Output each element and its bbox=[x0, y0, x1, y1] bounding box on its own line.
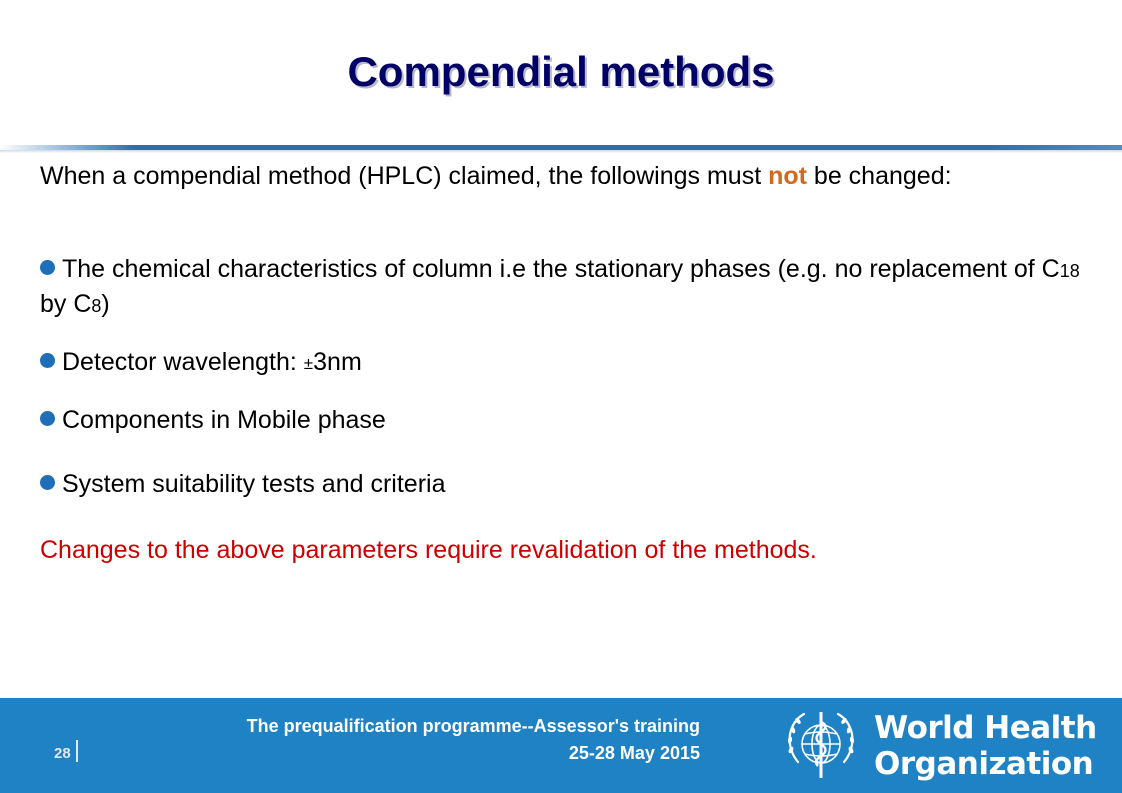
intro-text-before: When a compendial method (HPLC) claimed, the followings must bbox=[40, 162, 769, 190]
bullet-column-chemistry bbox=[40, 253, 1080, 323]
bullet-text: 3nm bbox=[313, 348, 362, 376]
intro-emphasis: not bbox=[768, 162, 807, 190]
bullet-text: Components in Mobile phase bbox=[62, 406, 386, 434]
title-divider-shadow bbox=[0, 150, 1122, 153]
bullet-dot-icon bbox=[40, 260, 55, 275]
bullet-text: Detector wavelength: bbox=[62, 348, 304, 376]
bullet-dot-icon bbox=[40, 411, 55, 426]
bullet-mobile-phase bbox=[40, 404, 1102, 437]
footer-bar bbox=[0, 698, 1122, 793]
plus-minus-symbol: ± bbox=[303, 354, 314, 373]
bullet-text: System suitability tests and criteria bbox=[62, 470, 446, 498]
bullet-dot-icon bbox=[40, 353, 55, 368]
footer-programme-title: The prequalification programme--Assessor's training bbox=[246, 716, 700, 736]
bullet-text: by C bbox=[40, 290, 92, 318]
bullet-detector-wavelength bbox=[40, 346, 1102, 380]
bullet-subscript: 8 bbox=[91, 296, 102, 316]
who-organization-name bbox=[874, 710, 1097, 782]
bullet-subscript: 18 bbox=[1059, 261, 1080, 281]
who-emblem-icon bbox=[780, 706, 862, 786]
intro-paragraph bbox=[40, 160, 1080, 193]
bullet-system-suitability bbox=[40, 468, 1102, 501]
bullet-text: ) bbox=[101, 290, 110, 318]
intro-text-after: be changed: bbox=[806, 162, 952, 190]
bullet-text: The chemical characteristics of column i.e the stationary phases (e.g. no replacement of C bbox=[62, 255, 1060, 283]
page-number: 28 bbox=[54, 745, 71, 762]
conclusion-text: Changes to the above parameters require revalidation of the methods. bbox=[40, 536, 817, 564]
footer-date: 25-28 May 2015 bbox=[568, 743, 700, 763]
who-name-line2: Organization bbox=[874, 746, 1094, 782]
bullet-dot-icon bbox=[40, 475, 55, 490]
page-number-separator bbox=[76, 740, 78, 762]
who-name-line1: World Health bbox=[874, 710, 1097, 746]
slide-title: Compendial methods bbox=[347, 48, 775, 95]
